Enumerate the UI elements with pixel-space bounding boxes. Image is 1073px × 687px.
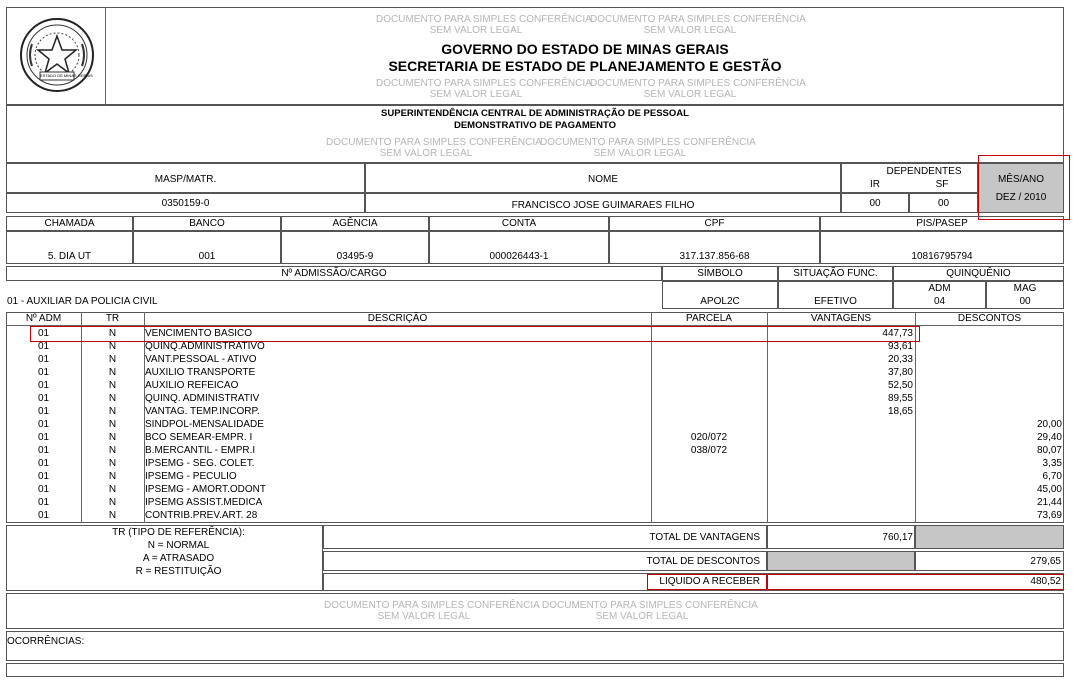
masp-label: MASP/MATR. xyxy=(154,174,217,185)
row-tr: N xyxy=(108,341,117,352)
row-tr: N xyxy=(108,432,117,443)
row-descricao: QUINQ. ADMINISTRATIV xyxy=(145,393,260,404)
mag-label: MAG xyxy=(1013,283,1037,294)
row-descricao: AUXILIO REFEICAO xyxy=(145,380,239,391)
row-tr: N xyxy=(108,471,117,482)
row-tr: N xyxy=(108,328,117,339)
row-descricao: IPSEMG - SEG. COLET. xyxy=(145,458,255,469)
row-vantagens: 20,33 xyxy=(887,354,913,365)
row-adm: 01 xyxy=(38,497,50,508)
row-descricao: IPSEMG - PECULIO xyxy=(145,471,237,482)
watermark: DOCUMENTO PARA SIMPLES CONFERÊNCIA SEM VALOR LEGAL xyxy=(326,137,542,159)
row-descricao: QUINQ.ADMINISTRATIVO xyxy=(145,341,265,352)
cpf-value: 317.137.856-68 xyxy=(679,251,750,262)
liquido-value: 480,52 xyxy=(1030,576,1061,587)
row-descricao: VANTAG. TEMP.INCORP. xyxy=(145,406,260,417)
row-descricao: BCO SEMEAR-EMPR. I xyxy=(145,432,253,443)
demonstrativo-title: DEMONSTRATIVO DE PAGAMENTO xyxy=(453,120,617,131)
ocorrencias-box xyxy=(6,631,1064,661)
row-tr: N xyxy=(108,484,117,495)
descontos-header: DESCONTOS xyxy=(957,313,1022,324)
row-adm: 01 xyxy=(38,458,50,469)
total-descontos-value: 279,65 xyxy=(1030,556,1061,567)
government-title: GOVERNO DO ESTADO DE MINAS GERAIS xyxy=(441,41,729,57)
ir-label: IR xyxy=(870,179,880,190)
ocorrencias-label: OCORRÊNCIAS: xyxy=(7,636,85,647)
row-adm: 01 xyxy=(38,367,50,378)
adm-value: 04 xyxy=(933,296,946,307)
row-adm: 01 xyxy=(38,380,50,391)
agencia-value: 03495-9 xyxy=(336,251,374,262)
vantagens-header: VANTAGENS xyxy=(810,313,872,324)
admissao-value: 01 - AUXILIAR DA POLICIA CIVIL xyxy=(7,296,158,307)
row-adm: 01 xyxy=(38,406,50,417)
simbolo-label: SÍMBOLO xyxy=(697,268,743,279)
row-descricao: B.MERCANTIL - EMPR.I xyxy=(145,445,256,456)
chamada-label: CHAMADA xyxy=(44,218,95,229)
row-descontos: 20,00 xyxy=(1036,419,1062,430)
masp-value: 0350159-0 xyxy=(161,198,210,209)
row-tr: N xyxy=(108,354,117,365)
simbolo-value: APOL2C xyxy=(700,296,740,307)
row-descontos: 29,40 xyxy=(1036,432,1062,443)
quinquenio-label: QUINQUÊNIO xyxy=(946,268,1011,279)
mesano-highlight xyxy=(978,155,1070,220)
vencimento-highlight xyxy=(30,326,920,342)
row-parcela: 020/072 xyxy=(690,432,728,443)
liquido-value-highlight xyxy=(767,574,1064,590)
row-descricao: IPSEMG - AMORT.ODONT xyxy=(145,484,266,495)
cpf-label: CPF xyxy=(704,218,725,229)
watermark: DOCUMENTO PARA SIMPLES CONFERÊNCIA SEM VALOR LEGAL xyxy=(540,137,756,159)
situacao-value: EFETIVO xyxy=(814,296,857,307)
conta-label: CONTA xyxy=(501,218,537,229)
mag-value: 00 xyxy=(1019,296,1031,307)
row-adm: 01 xyxy=(38,432,50,443)
row-descricao: IPSEMG ASSIST.MEDICA xyxy=(145,497,263,508)
row-vantagens: 37,80 xyxy=(887,367,913,378)
row-descontos: 45,00 xyxy=(1036,484,1062,495)
total-descontos-label: TOTAL DE DESCONTOS xyxy=(646,556,760,567)
row-descricao: CONTRIB.PREV.ART. 28 xyxy=(145,510,258,521)
adm-label: ADM xyxy=(928,283,951,294)
liquido-label-highlight xyxy=(647,574,767,590)
banco-value: 001 xyxy=(198,251,216,262)
mesano-label: MÊS/ANO xyxy=(997,174,1045,185)
row-descricao: SINDPOL-MENSALIDADE xyxy=(145,419,264,430)
row-tr: N xyxy=(108,367,117,378)
watermark: DOCUMENTO PARA SIMPLES CONFERÊNCIA SEM VALOR LEGAL xyxy=(376,78,592,100)
legend-atrasado: A = ATRASADO xyxy=(142,553,215,564)
secretaria-title: SECRETARIA DE ESTADO DE PLANEJAMENTO E GESTÃO xyxy=(388,58,782,74)
row-descontos: 6,70 xyxy=(1042,471,1062,482)
dependentes-label: DEPENDENTES xyxy=(886,166,962,177)
sf-label: SF xyxy=(935,179,949,190)
row-descricao: VANT.PESSOAL - ATIVO xyxy=(145,354,257,365)
row-adm: 01 xyxy=(38,471,50,482)
row-tr: N xyxy=(108,393,117,404)
agencia-label: AGÊNCIA xyxy=(332,218,378,229)
row-adm: 01 xyxy=(38,484,50,495)
row-descricao: AUXILIO TRANSPORTE xyxy=(145,367,256,378)
row-tr: N xyxy=(108,419,117,430)
row-tr: N xyxy=(108,458,117,469)
watermark: DOCUMENTO PARA SIMPLES CONFERÊNCIA SEM VALOR LEGAL xyxy=(376,14,592,36)
descricao-header: DESCRIÇÃO xyxy=(367,313,428,324)
row-descontos: 80,07 xyxy=(1036,445,1062,456)
state-seal-icon xyxy=(18,14,96,96)
row-adm: 01 xyxy=(38,393,50,404)
total-vantagens-label: TOTAL DE VANTAGENS xyxy=(649,532,760,543)
legend-normal: N = NORMAL xyxy=(147,540,210,551)
banco-label: BANCO xyxy=(189,218,225,229)
row-tr: N xyxy=(108,380,117,391)
row-tr: N xyxy=(108,497,117,508)
row-tr: N xyxy=(108,406,117,417)
row-adm: 01 xyxy=(38,341,50,352)
situacao-label: SITUAÇÃO FUNC. xyxy=(793,268,878,279)
ir-value: 00 xyxy=(869,198,881,209)
sf-value: 00 xyxy=(937,198,950,209)
pis-label: PIS/PASEP xyxy=(916,218,968,229)
parcela-header: PARCELA xyxy=(686,313,732,324)
superintendencia-title: SUPERINTENDÊNCIA CENTRAL DE ADMINISTRAÇÃO DE PESSOAL xyxy=(381,108,689,119)
mesano-value: DEZ / 2010 xyxy=(995,192,1047,203)
row-adm: 01 xyxy=(38,328,50,339)
footer-watermark-box xyxy=(6,593,1064,629)
row-vantagens: 52,50 xyxy=(887,380,913,391)
watermark: DOCUMENTO PARA SIMPLES CONFERÊNCIA SEM VALOR LEGAL xyxy=(324,600,540,622)
row-adm: 01 xyxy=(38,354,50,365)
watermark: DOCUMENTO PARA SIMPLES CONFERÊNCIA SEM VALOR LEGAL xyxy=(590,78,806,100)
row-descricao: VENCIMENTO BASICO xyxy=(145,328,253,339)
watermark: DOCUMENTO PARA SIMPLES CONFERÊNCIA SEM VALOR LEGAL xyxy=(590,14,806,36)
admissao-label: Nº ADMISSÃO/CARGO xyxy=(281,268,387,279)
chamada-value: 5. DIA UT xyxy=(47,251,92,262)
nadm-header: Nº ADM xyxy=(25,313,62,324)
tr-header: TR xyxy=(105,313,120,324)
liquido-label: LIQUIDO A RECEBER xyxy=(659,576,760,587)
conta-value: 000026443-1 xyxy=(489,251,549,262)
row-descontos: 3,35 xyxy=(1042,458,1062,469)
seal-text: ESTADO DE MINAS GERAIS xyxy=(40,73,93,78)
row-descontos: 73,69 xyxy=(1036,510,1062,521)
row-tr: N xyxy=(108,510,117,521)
legend-title: TR (TIPO DE REFERÊNCIA): xyxy=(112,527,245,538)
row-tr: N xyxy=(108,445,117,456)
row-parcela: 038/072 xyxy=(690,445,728,456)
legend-restituicao: R = RESTITUIÇÃO xyxy=(135,566,222,577)
row-descontos: 21,44 xyxy=(1036,497,1062,508)
row-vantagens: 93,61 xyxy=(887,341,913,352)
row-vantagens: 447,73 xyxy=(882,328,913,339)
nome-label: NOME xyxy=(588,174,618,185)
row-vantagens: 18,65 xyxy=(887,406,913,417)
row-adm: 01 xyxy=(38,510,50,521)
watermark: DOCUMENTO PARA SIMPLES CONFERÊNCIA SEM VALOR LEGAL xyxy=(542,600,758,622)
row-adm: 01 xyxy=(38,419,50,430)
row-vantagens: 89,55 xyxy=(887,393,913,404)
pis-value: 10816795794 xyxy=(911,251,973,262)
nome-value: FRANCISCO JOSE GUIMARAES FILHO xyxy=(511,200,695,211)
total-vantagens-value: 760,17 xyxy=(882,532,913,543)
row-adm: 01 xyxy=(38,445,50,456)
